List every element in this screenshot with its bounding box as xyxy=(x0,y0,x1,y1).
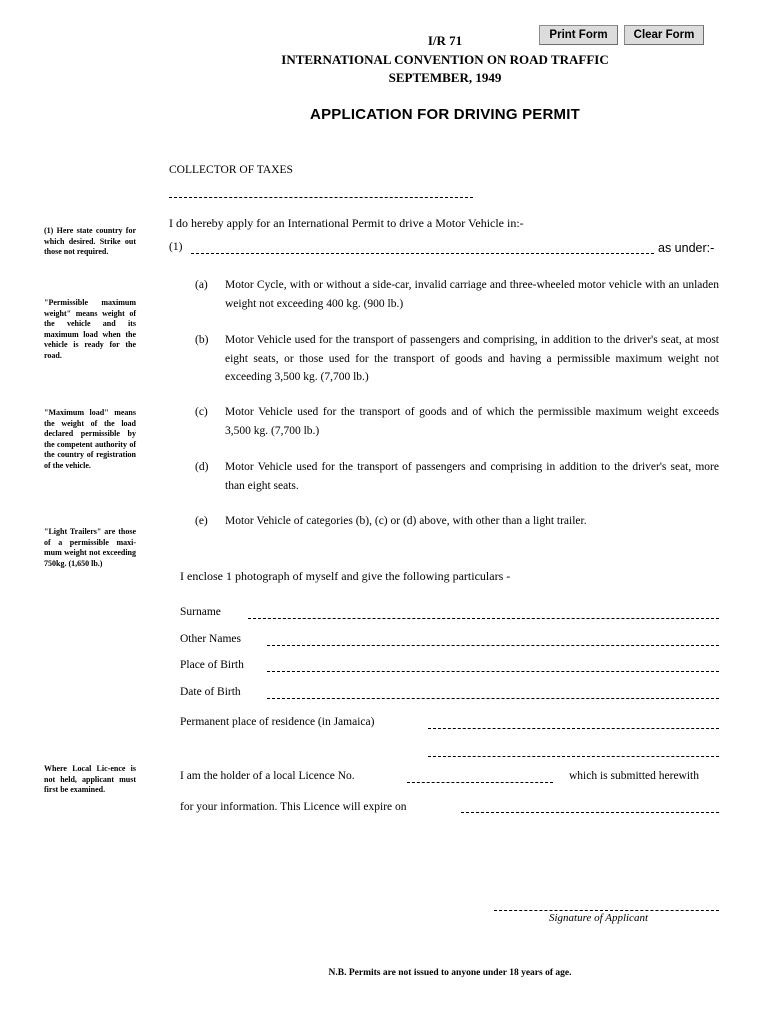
side-note-maximum-load: "Maximum load" means the weight of the load declared permissible by the competent authority of the country of registration of the vehicle. xyxy=(44,408,136,470)
photo-text: I enclose 1 photograph of myself and give the following particulars - xyxy=(180,569,511,583)
addressee: COLLECTOR OF TAXES xyxy=(169,164,293,176)
residence-label: Permanent place of residence (in Jamaica) xyxy=(180,716,375,728)
residence-field-1[interactable] xyxy=(428,709,723,733)
licence-expire-text: for your information. This Licence will expire on xyxy=(180,801,407,813)
licence-holder-text: I am the holder of a local Licence No. xyxy=(180,770,355,782)
category-label: (c) xyxy=(195,406,208,418)
date-of-birth-field[interactable] xyxy=(267,679,723,703)
category-label: (d) xyxy=(195,461,209,473)
licence-no-field[interactable] xyxy=(407,763,557,787)
clear-form-button[interactable]: Clear Form xyxy=(624,25,704,45)
place-of-birth-label: Place of Birth xyxy=(180,659,244,671)
convention-date: SEPTEMBER, 1949 xyxy=(388,70,502,85)
side-note-local-licence: Where Local Lic-ence is not held, applicant must first be examined. xyxy=(44,764,136,795)
category-text: Motor Vehicle used for the transport of passengers and comprising in addition to the driver's seat, more than eight seats. xyxy=(225,461,719,492)
category-label: (b) xyxy=(195,334,209,346)
print-form-button[interactable]: Print Form xyxy=(539,25,618,45)
line1-suffix: as under:- xyxy=(658,241,715,255)
side-note-light-trailers: "Light Trailers" are those of a permissible maxi-mum weight not exceeding 750kg. (1,650 lb.) xyxy=(44,527,136,568)
page-title: APPLICATION FOR DRIVING PERMIT xyxy=(310,106,580,123)
convention-title: INTERNATIONAL CONVENTION ON ROAD TRAFFIC xyxy=(281,52,609,67)
licence-expiry-field[interactable] xyxy=(461,793,723,817)
place-of-birth-field[interactable] xyxy=(267,652,723,676)
country-field[interactable] xyxy=(191,234,658,258)
category-text: Motor Vehicle of categories (b), (c) or (d) above, with other than a light trailer. xyxy=(225,515,587,527)
category-label: (e) xyxy=(195,515,208,527)
form-number: I/R 71 xyxy=(427,33,463,48)
side-note-permissible-weight: "Permissible maximum weight" means weight of the vehicle and its maximum load when the vehicle is ready for the road. xyxy=(44,298,136,360)
surname-field[interactable] xyxy=(248,599,723,623)
line1-label: (1) xyxy=(169,241,183,253)
licence-submitted-text: which is submitted herewith xyxy=(569,770,699,782)
side-note-country: (1) Here state country for which desired. Strike out those not required. xyxy=(44,226,136,257)
other-names-field[interactable] xyxy=(267,626,723,650)
category-text: Motor Vehicle used for the transport of passengers and comprising, in addition to the driver's seat, at most eight seats, or those used for the transport of goods and having a permissible maximum weight not exceeding 3,500 kg. (7,700 lb.) xyxy=(225,334,719,383)
surname-label: Surname xyxy=(180,606,221,618)
signature-label: Signature of Applicant xyxy=(549,912,648,924)
addressee-line xyxy=(169,197,473,198)
date-of-birth-label: Date of Birth xyxy=(180,686,241,698)
residence-field-2[interactable] xyxy=(428,737,723,761)
category-text: Motor Vehicle used for the transport of goods and of which the permissible maximum weight exceeds 3,500 kg. (7,700 lb.) xyxy=(225,406,719,437)
other-names-label: Other Names xyxy=(180,633,241,645)
apply-text: I do hereby apply for an International Permit to drive a Motor Vehicle in:- xyxy=(169,216,524,230)
category-label: (a) xyxy=(195,279,208,291)
category-text: Motor Cycle, with or without a side-car, invalid carriage and three-wheeled motor vehicle with an unladen weight not exceeding 400 kg. (900 lb.) xyxy=(225,279,719,310)
footer-note: N.B. Permits are not issued to anyone under 18 years of age. xyxy=(328,968,572,978)
